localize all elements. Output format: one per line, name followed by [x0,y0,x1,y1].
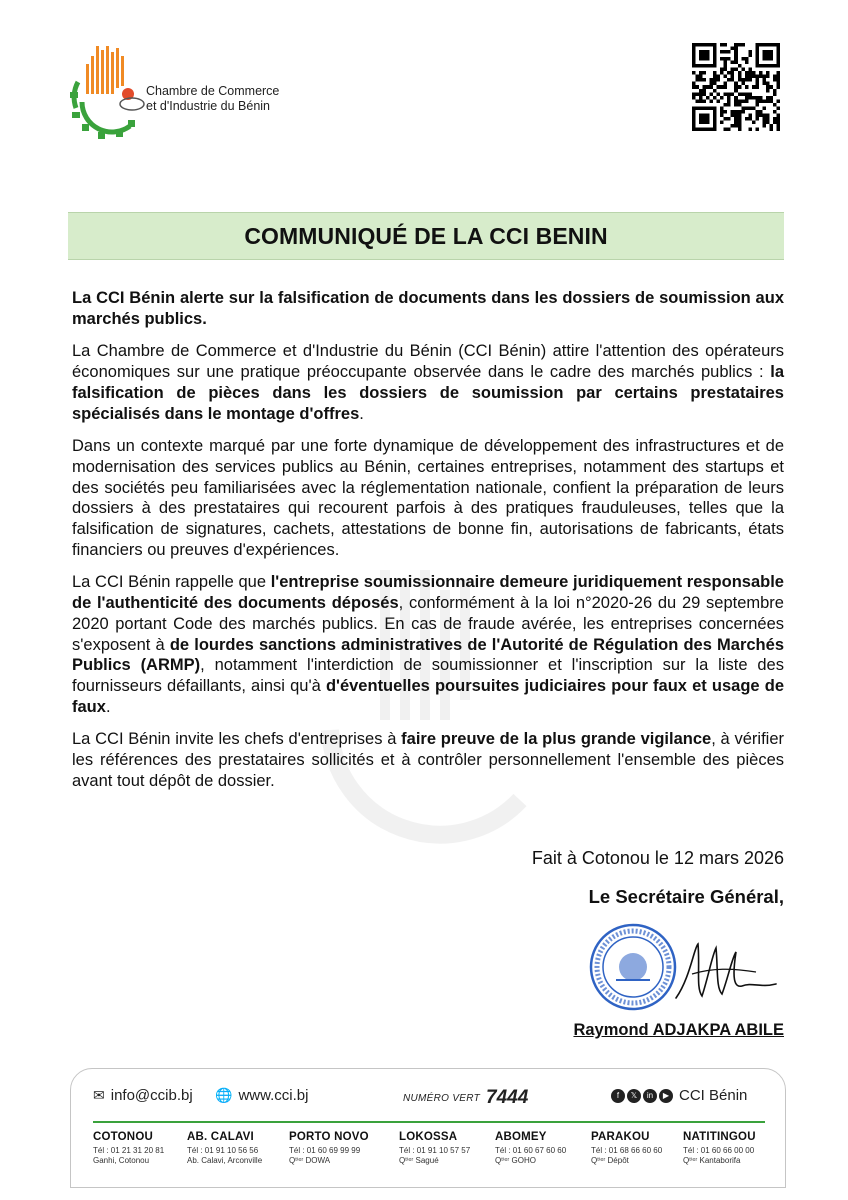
text-span: La CCI Bénin rappelle que [72,573,271,592]
org-name [146,84,279,114]
city-phone: Tél : 01 60 67 60 60 [495,1146,567,1155]
official-stamp [588,922,678,1012]
x-icon[interactable]: 𝕏 [627,1089,641,1103]
bold-text: la falsification de pièces dans les dossiers de soumission par certains prestataires spécialisés dans le montage d'offres [72,363,784,423]
city-offices [93,1131,765,1181]
page-title: COMMUNIQUÉ DE LA CCI BENIN [244,222,608,249]
city-name: AB. CALAVI [187,1131,254,1143]
city-office [187,1131,287,1166]
text-span: , conformément à la loi n°2020-26 du 29 septembre 2020 portant Code des marchés publics. En cas de fraude avérée, les entreprises concernées s'exposent à [72,594,784,654]
city-office [289,1131,389,1166]
city-address: Qᵗⁱᵉʳ DOWA [289,1156,331,1165]
numero-vert [403,1087,528,1109]
city-phone: Tél : 01 60 69 99 99 [289,1146,361,1155]
social-icons [611,1089,675,1103]
numero-vert-label: NUMÉRO VERT [403,1092,481,1104]
city-name: ABOMEY [495,1131,547,1143]
org-name-line1: Chambre de Commerce [146,84,280,98]
website-contact[interactable] [215,1087,308,1104]
envelope-icon: ✉ [93,1087,105,1103]
signatory-title: Le Secrétaire Général, [588,886,784,907]
city-address: Qᵗⁱᵉʳ GOHO [495,1156,536,1165]
city-office [683,1131,783,1166]
city-address: Qᵗⁱᵉʳ Dépôt [591,1156,629,1165]
contact-row [93,1087,765,1111]
city-phone: Tél : 01 68 66 60 60 [591,1146,663,1155]
text-span: , notamment l'interdiction de soumissionner et l'inscription sur la liste des fournisseurs défaillants, ainsi qu'à [72,656,784,695]
paragraph-4 [72,729,784,791]
numero-vert-number: 7444 [486,1087,529,1108]
city-office [399,1131,499,1166]
bold-text: l'entreprise soumissionnaire demeure juridiquement responsable de l'authenticité des documents déposés [72,573,784,613]
footer [70,1068,786,1188]
bold-text: d'éventuelles poursuites judiciaires pour faux et usage de faux [72,676,784,716]
city-address: Qᵗⁱᵉʳ Sagué [399,1156,439,1165]
email-text: info@ccib.bj [110,1087,193,1104]
social-links[interactable] [611,1087,747,1104]
city-office [93,1131,193,1166]
bold-text: faire preuve de la plus grande vigilance [401,730,712,749]
text-span: La Chambre de Commerce et d'Industrie du Bénin (CCI Bénin) attire l'attention des opérateurs économiques sur une pratique préoccupante observée dans le cadre des marchés publics : [72,342,784,382]
place-and-date: Fait à Cotonou le 12 mars 2026 [531,848,784,868]
text-span: , à vérifier les références des prestataires sollicités et à contrôler personnellement l'ensemble des pièces avant tout dépôt de dossier. [72,730,784,790]
youtube-icon[interactable]: ▶ [659,1089,673,1103]
city-office [495,1131,595,1166]
city-office [591,1131,691,1166]
city-name: PORTO NOVO [289,1131,369,1143]
facebook-icon[interactable]: f [611,1089,625,1103]
email-contact[interactable] [93,1087,193,1104]
website-text: www.cci.bj [238,1087,309,1104]
city-phone: Tél : 01 91 10 57 57 [399,1146,471,1155]
text-span: La CCI Bénin invite les chefs d'entreprises à [72,730,402,749]
city-address: Ganhi, Cotonou [93,1156,150,1165]
paragraph-2: Dans un contexte marqué par une forte dynamique de développement des infrastructures et de modernisation des services publics au Bénin, certaines entreprises, notamment des startups et des sociétés peu familiarisées avec la réglementation nationale, confient la préparation de leurs dossiers à des prestataires qui recourent parfois à des pratiques frauduleuses, telles que la falsification de signatures, cachets, attestations de bonne fin, autorisations de fabricants, états financiers ou preuves d'expériences. [72,437,784,559]
city-name: LOKOSSA [399,1131,458,1143]
cci-benin-logo [68,42,148,142]
linkedin-icon[interactable]: in [643,1089,657,1103]
org-name-line2: et d'Industrie du Bénin [146,99,270,113]
text-span: . [105,697,111,716]
city-name: NATITINGOU [683,1131,756,1143]
globe-icon: 🌐 [215,1087,233,1103]
signatory-name: Raymond ADJAKPA ABILE [573,1021,784,1039]
city-phone: Tél : 01 21 31 20 81 [93,1146,165,1155]
social-name: CCI Bénin [679,1087,748,1104]
qr-code[interactable] [692,43,780,131]
city-phone: Tél : 01 60 66 00 00 [683,1146,755,1155]
city-address: Qᵗⁱᵉʳ Kantaborifa [683,1156,741,1165]
communique-body [72,288,784,803]
signature [672,938,780,1004]
lead-paragraph: La CCI Bénin alerte sur la falsification de documents dans les dossiers de soumission aux marchés publics. [72,289,784,328]
paragraph-1 [72,341,784,424]
paragraph-3 [72,572,784,717]
text-span: . [359,404,364,423]
bold-text: de lourdes sanctions administratives de l'Autorité de Régulation des Marchés Publics (ARMP) [72,635,784,675]
city-name: PARAKOU [591,1131,650,1143]
city-name: COTONOU [93,1131,153,1143]
title-banner [68,212,784,260]
footer-divider [93,1121,765,1123]
city-phone: Tél : 01 91 10 56 56 [187,1146,259,1155]
city-address: Ab. Calavi, Arconville [187,1156,263,1165]
